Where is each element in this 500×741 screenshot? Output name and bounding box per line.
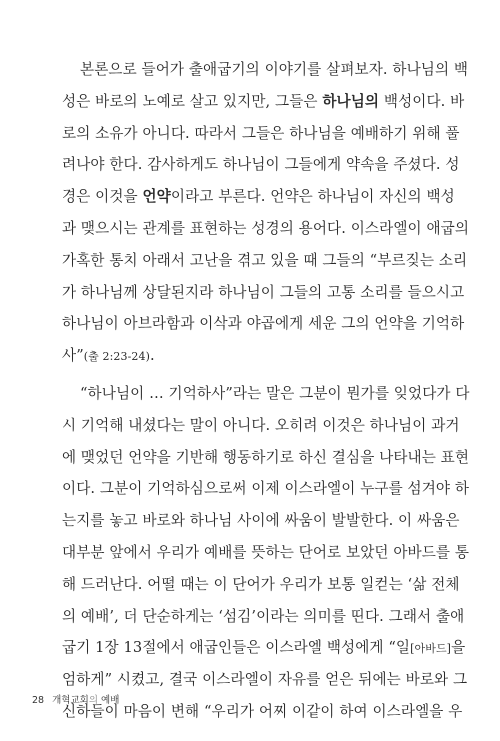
bold-term-covenant: 언약 [142,188,171,206]
text-line [62,181,455,213]
text-line [62,340,438,372]
text-span: 백성이다. 바 [379,92,465,110]
text-span: 굽기 1장 13절에서 애굽인들은 이스라엘 백성에게 “일 [62,639,411,657]
text-span: 사” [62,347,84,365]
text-line [62,632,466,664]
text-line: 본론으로 들어가 출애굽기의 이야기를 살펴보자. 하나님의 백 [80,61,469,78]
hebrew-term-note: [아바드] [410,642,452,656]
bold-term-people: 하나님의 [322,92,380,110]
text-line: 가혹한 통치 아래서 고난을 겪고 있을 때 그들의 “부르짖는 소리 [62,251,468,269]
page-number: 28 [32,695,45,706]
book-title [52,695,119,706]
text-line: 는지를 놓고 바로와 하나님 사이에 싸움이 발발한다. 이 싸움은 [62,512,460,530]
paragraph-1 [62,54,470,372]
text-line: 신하들이 마음이 변해 “우리가 어찌 이같이 하여 이스라엘을 우 [62,702,463,720]
text-line: 대부분 앞에서 우리가 예배를 뜻하는 단어로 보았던 아바드를 통 [62,543,470,561]
text-line [62,86,465,118]
text-line: “하나님이 … 기억하사”라는 말은 그분이 뭔가를 잊었다가 다 [80,384,470,402]
text-line: 엄하게” 시켰고, 결국 이스라엘이 자유를 얻은 뒤에는 바로와 그 [62,671,468,689]
scripture-citation: (출 2:23-24) [83,350,150,364]
book-title-particle: 의 [88,695,102,706]
text-line: 로의 소유가 아니다. 따라서 그들은 하나님을 예배하기 위해 풀 [62,124,460,142]
text-line: 려나야 한다. 감사하게도 하나님이 그들에게 약속을 주셨다. 성 [62,156,460,174]
body-text [62,54,470,728]
text-span: 을 [451,639,466,657]
text-line: 의 예배’, 더 단순하게는 ‘섬김’이라는 의미를 띤다. 그래서 출애 [62,607,465,625]
text-span: 경은 이것을 [62,188,143,206]
text-line: 시 기억해 내셨다는 말이 아니다. 오히려 이것은 하나님이 과거 [62,416,460,434]
text-line: 가 하나님께 상달된지라 하나님이 그들의 고통 소리를 들으시고 [62,283,465,301]
text-span: 성은 바로의 노예로 살고 있지만, 그들은 [62,92,323,110]
book-title-part: 예배 [101,695,120,706]
page-footer [32,692,119,706]
text-span: . [150,347,155,365]
book-title-part: 개혁교회 [52,695,89,706]
paragraph-2 [62,378,470,728]
text-line: 과 맺으시는 관계를 표현하는 성경의 용어다. 이스라엘이 애굽의 [62,219,470,237]
text-line: 해 드러난다. 어떨 때는 이 단어가 우리가 보통 일컫는 ‘삶 전체 [62,575,460,593]
text-line: 에 맺었던 언약을 기반해 행동하기로 하신 결심을 나타내는 표현 [62,448,470,466]
text-span: 이라고 부른다. 언약은 하나님이 자신의 백성 [170,188,455,206]
text-line: 하나님이 아브라함과 이삭과 야곱에게 세운 그의 언약을 기억하 [62,315,465,333]
text-line: 이다. 그분이 기억하심으로써 이제 이스라엘이 누구를 섬겨야 하 [62,480,470,498]
